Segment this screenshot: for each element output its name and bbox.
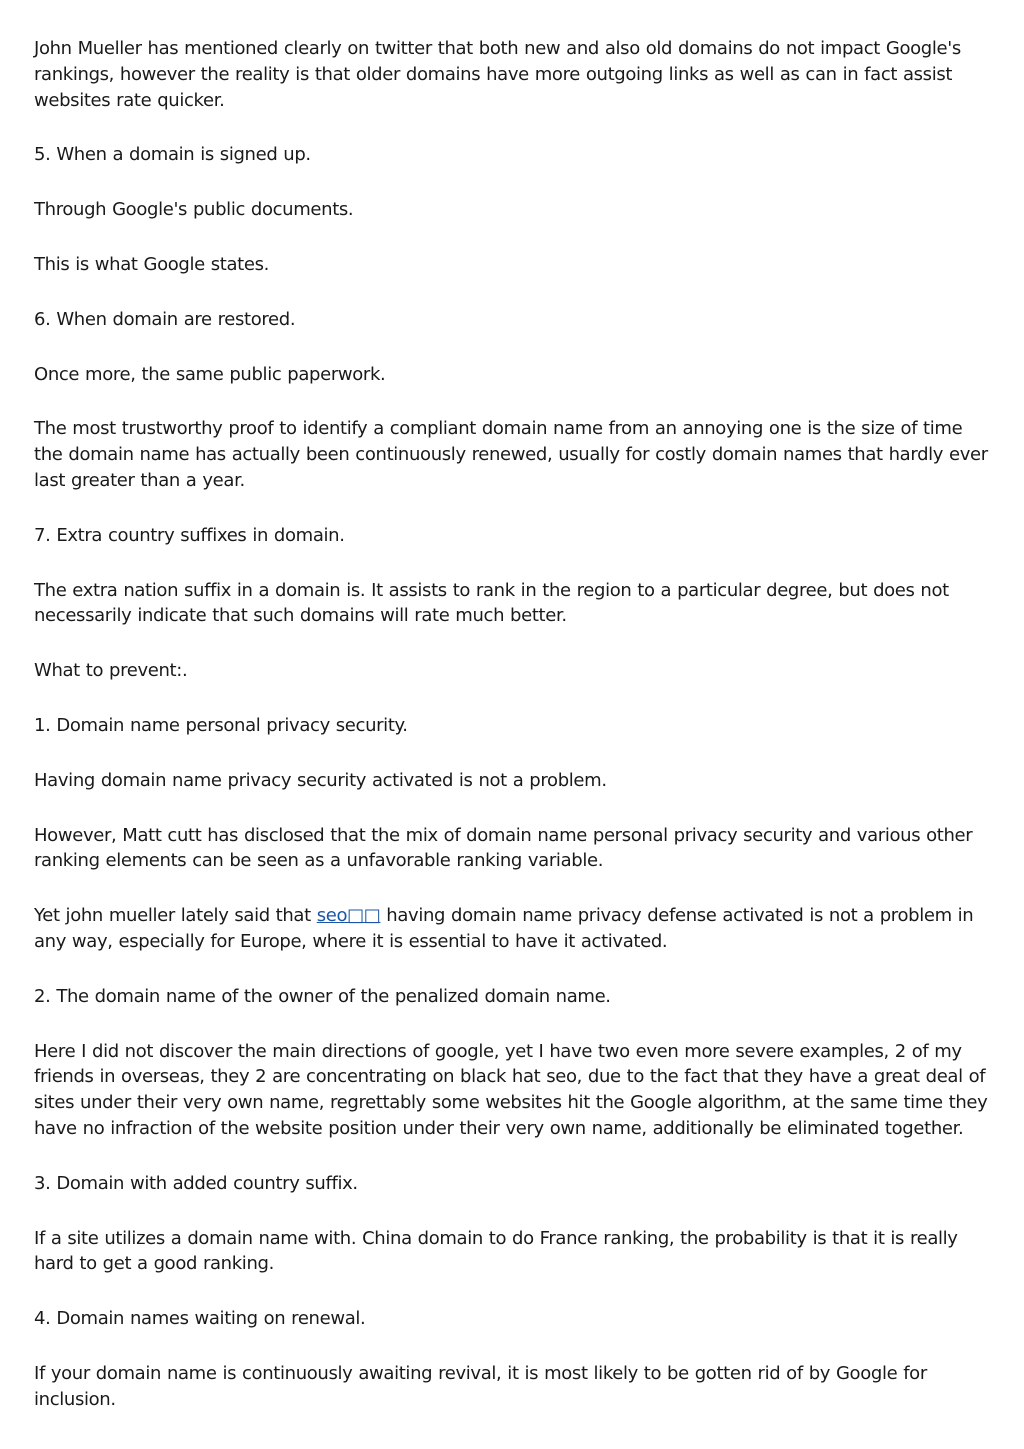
list-item-domain-restored: 6. When domain are restored. <box>34 308 296 330</box>
seo-link[interactable]: seo□□ <box>316 905 381 927</box>
paragraph-public-paperwork: Once more, the same public paperwork. <box>34 363 386 385</box>
list-item-country-suffixes: 7. Extra country suffixes in domain. <box>34 524 345 546</box>
document-body <box>34 36 994 1442</box>
list-item-domain-signed-up: 5. When a domain is signed up. <box>34 144 311 166</box>
list-item-added-country-suffix: 3. Domain with added country suffix. <box>34 1172 358 1194</box>
paragraph-text-before-link: Yet john mueller lately said that <box>34 905 317 927</box>
paragraph-nation-suffix: The extra nation suffix in a domain is. It assists to rank in the region to a particular degree, but does not necessarily indicate that such domains will rate much better. <box>34 579 949 627</box>
paragraph-matt-cutt: However, Matt cutt has disclosed that the mix of domain name personal privacy security and various other ranking elements can be seen as a unfavorable ranking variable. <box>34 824 973 872</box>
list-item-awaiting-renewal: 4. Domain names waiting on renewal. <box>34 1308 366 1330</box>
paragraph-black-hat-examples: Here I did not discover the main directions of google, yet I have two even more severe examples, 2 of my friends in overseas, they 2 are concentrating on black hat seo, due to the fact that they have a great deal of sites under their very own name, regrettably some websites hit the Google algorithm, at the same time they have no infraction of the website position under their very own name, additionally be eliminated together. <box>34 1040 988 1139</box>
paragraph-privacy-not-problem: Having domain name privacy security activated is not a problem. <box>34 769 607 791</box>
paragraph-public-documents: Through Google's public documents. <box>34 199 354 221</box>
paragraph-text-after-link: having domain name privacy defense activated is not a problem in any way, especially for Europe, where it is essential to have it activated. <box>34 905 974 952</box>
paragraph-trustworthy-proof: The most trustworthy proof to identify a compliant domain name from an annoying one is the size of time the domain name has actually been continuously renewed, usually for costly domain names that hardly ever last greater than a year. <box>34 418 988 491</box>
paragraph-awaiting-revival: If your domain name is continuously awaiting revival, it is most likely to be gotten rid of by Google for inclusion. <box>34 1362 927 1410</box>
heading-what-to-prevent: What to prevent:. <box>34 660 188 682</box>
paragraph-china-domain: If a site utilizes a domain name with. China domain to do France ranking, the probability is that it is really hard to get a good ranking. <box>34 1227 958 1275</box>
paragraph-mueller-domain-age: John Mueller has mentioned clearly on twitter that both new and also old domains do not impact Google's rankings, however the reality is that older domains have more outgoing links as well as can in fact assist websites rate quicker. <box>34 38 961 111</box>
list-item-penalized-owner: 2. The domain name of the owner of the penalized domain name. <box>34 985 611 1007</box>
paragraph-google-states: This is what Google states. <box>34 253 269 275</box>
paragraph-john-mueller-privacy <box>34 903 994 955</box>
list-item-privacy-security: 1. Domain name personal privacy security. <box>34 714 408 736</box>
